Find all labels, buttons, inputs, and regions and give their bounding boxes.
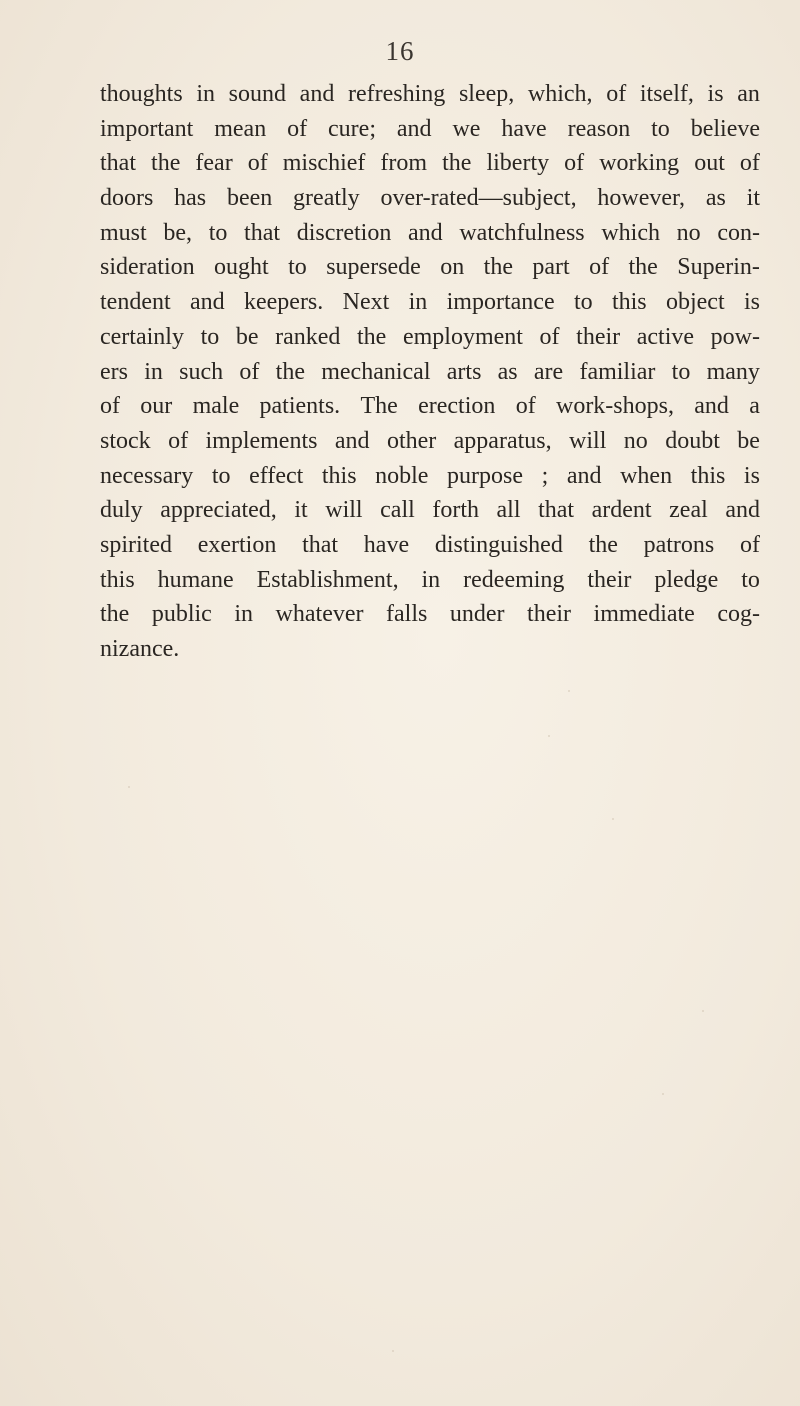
word: to: [671, 358, 691, 385]
word: ers: [100, 358, 128, 385]
word: their: [576, 323, 621, 350]
word: doubt: [665, 427, 720, 454]
word: believe: [690, 115, 760, 142]
word: and: [408, 219, 443, 246]
text-line: [100, 250, 760, 285]
word: the: [588, 531, 618, 558]
word: of: [100, 393, 120, 420]
word: and: [694, 393, 729, 420]
word: of: [539, 323, 560, 350]
text-line: [100, 77, 760, 112]
word: con-: [717, 219, 760, 246]
word: immediate: [593, 601, 695, 628]
word: tendent: [100, 289, 171, 316]
word: to: [200, 323, 220, 350]
word: are: [533, 358, 564, 385]
word: in: [144, 358, 163, 385]
text-line: [100, 355, 760, 390]
word: and: [725, 497, 760, 524]
word: their: [527, 601, 572, 628]
word: whatever: [275, 601, 364, 628]
word: in: [234, 601, 254, 628]
word: this: [321, 462, 357, 489]
word: supersede: [326, 254, 421, 281]
word: mean: [214, 115, 267, 142]
word: no: [623, 427, 648, 454]
word: ranked: [275, 323, 341, 350]
text-line: [100, 597, 760, 632]
word: nizance.: [100, 636, 180, 662]
word: to: [741, 566, 760, 593]
word: and: [299, 81, 335, 107]
word: and: [189, 289, 225, 316]
word: which,: [527, 81, 593, 107]
text-line: [100, 528, 760, 563]
word: as: [705, 185, 726, 212]
word: of: [564, 150, 585, 177]
word: this: [611, 289, 647, 316]
word: which: [601, 219, 660, 246]
word: be: [235, 323, 259, 350]
word: and: [566, 462, 602, 489]
text-line: [100, 459, 760, 494]
word: to: [208, 219, 228, 246]
text-line: [100, 320, 760, 355]
word: it: [294, 497, 308, 524]
word: liberty: [486, 150, 550, 177]
word: pow-: [710, 323, 760, 350]
text-line: [100, 563, 760, 598]
word: we: [452, 115, 481, 142]
text-line: [100, 285, 760, 320]
word: ardent: [591, 497, 652, 524]
word: other: [386, 427, 437, 454]
word: importance: [446, 289, 555, 316]
word: active: [636, 323, 695, 350]
word: the: [151, 150, 181, 177]
word: appreciated,: [160, 497, 277, 524]
word: discretion: [296, 219, 392, 246]
word: that: [302, 531, 339, 558]
word: the: [442, 150, 472, 177]
word: spirited: [100, 531, 172, 558]
word: doors: [100, 185, 154, 212]
word: stock: [100, 427, 151, 454]
word: has: [174, 185, 207, 212]
text-line: [100, 493, 760, 528]
paper-speck: [612, 818, 614, 820]
word: and: [396, 115, 432, 142]
page-number: 16: [385, 36, 415, 66]
word: on: [440, 254, 465, 281]
word: call: [380, 497, 415, 524]
word: of: [287, 115, 308, 142]
word: sideration: [100, 254, 195, 281]
word: part: [532, 254, 570, 281]
word: refreshing: [347, 81, 446, 107]
word: Superin-: [677, 254, 760, 281]
word: Next: [342, 289, 390, 316]
word: in: [408, 289, 428, 316]
word: of: [515, 393, 536, 420]
word: public: [151, 601, 212, 628]
word: noble: [375, 462, 429, 489]
word: will: [569, 427, 607, 454]
paper-speck: [702, 1010, 704, 1012]
word: watchfulness: [459, 219, 585, 246]
word: patrons: [643, 531, 715, 558]
word: The: [360, 393, 398, 420]
word: that: [244, 219, 281, 246]
word: cure;: [328, 115, 376, 142]
word: over-rated—subject,: [380, 185, 577, 212]
text-line: [100, 112, 760, 147]
paper-speck: [662, 1093, 664, 1095]
paper-speck: [392, 1350, 394, 1352]
word: erection: [418, 393, 496, 420]
word: of: [606, 81, 627, 107]
word: the: [483, 254, 513, 281]
text-line: [100, 632, 760, 667]
word: when: [620, 462, 673, 489]
word: their: [587, 566, 632, 593]
word: to: [573, 289, 593, 316]
word: apparatus,: [453, 427, 552, 454]
word: patients.: [259, 393, 341, 420]
word: keepers.: [243, 289, 324, 316]
word: in: [196, 81, 216, 107]
word: be,: [163, 219, 193, 246]
word: it: [746, 185, 760, 212]
word: humane: [157, 566, 234, 593]
word: redeeming: [463, 566, 565, 593]
word: arts: [446, 358, 482, 385]
word: many: [706, 358, 760, 385]
paper-speck: [128, 786, 130, 788]
word: as: [497, 358, 518, 385]
word: ought: [214, 254, 269, 281]
word: must: [100, 219, 147, 246]
word: have: [501, 115, 547, 142]
word: certainly: [100, 323, 184, 350]
word: of: [239, 358, 260, 385]
word: of: [739, 150, 760, 177]
text-line: [100, 216, 760, 251]
word: sleep,: [458, 81, 515, 107]
word: in: [421, 566, 441, 593]
word: mechanical: [321, 358, 431, 385]
body-text: [100, 77, 760, 667]
word: however,: [597, 185, 686, 212]
word: implements: [205, 427, 318, 454]
word: mischief: [282, 150, 366, 177]
paper-speck: [548, 735, 550, 737]
word: under: [449, 601, 505, 628]
word: necessary: [100, 462, 194, 489]
word: this: [100, 566, 135, 593]
word: Establishment,: [256, 566, 399, 593]
word: familiar: [579, 358, 656, 385]
word: zeal: [669, 497, 708, 524]
word: been: [226, 185, 273, 212]
word: thoughts: [100, 81, 183, 107]
word: effect: [249, 462, 304, 489]
word: duly: [100, 497, 143, 524]
word: that: [538, 497, 575, 524]
word: male: [192, 393, 240, 420]
word: exertion: [197, 531, 277, 558]
word: of: [168, 427, 189, 454]
paper-speck: [568, 690, 570, 692]
word: a: [749, 393, 760, 420]
word: fear: [195, 150, 233, 177]
word: this: [690, 462, 726, 489]
text-line: [100, 181, 760, 216]
word: of: [589, 254, 610, 281]
word: purpose: [447, 462, 524, 489]
word: pledge: [654, 566, 719, 593]
word: is: [707, 81, 724, 107]
text-line: [100, 146, 760, 181]
word: that: [100, 150, 136, 177]
word: reason: [567, 115, 631, 142]
word: our: [140, 393, 173, 420]
word: employment: [402, 323, 523, 350]
word: no: [676, 219, 701, 246]
word: to: [651, 115, 670, 142]
word: the: [100, 601, 130, 628]
word: an: [737, 81, 760, 107]
text-line: [100, 424, 760, 459]
word: sound: [228, 81, 287, 107]
word: and: [334, 427, 370, 454]
word: falls: [386, 601, 428, 628]
word: of: [739, 531, 760, 558]
word: the: [357, 323, 387, 350]
word: to: [211, 462, 231, 489]
word: object: [665, 289, 725, 316]
word: work-shops,: [555, 393, 674, 420]
word: will: [325, 497, 363, 524]
word: is: [743, 289, 760, 316]
word: the: [275, 358, 305, 385]
word: all: [496, 497, 521, 524]
word: from: [380, 150, 428, 177]
word: working: [599, 150, 680, 177]
word: to: [288, 254, 307, 281]
word: such: [179, 358, 224, 385]
word: distinguished: [434, 531, 563, 558]
word: forth: [432, 497, 479, 524]
word: out: [694, 150, 725, 177]
word: have: [363, 531, 410, 558]
word: itself,: [639, 81, 694, 107]
word: be: [737, 427, 760, 454]
word: greatly: [293, 185, 360, 212]
word: important: [100, 115, 194, 142]
word: the: [628, 254, 658, 281]
text-line: [100, 389, 760, 424]
word: of: [247, 150, 268, 177]
word: is: [743, 462, 760, 489]
word: cog-: [717, 601, 760, 628]
word: ;: [541, 462, 549, 489]
